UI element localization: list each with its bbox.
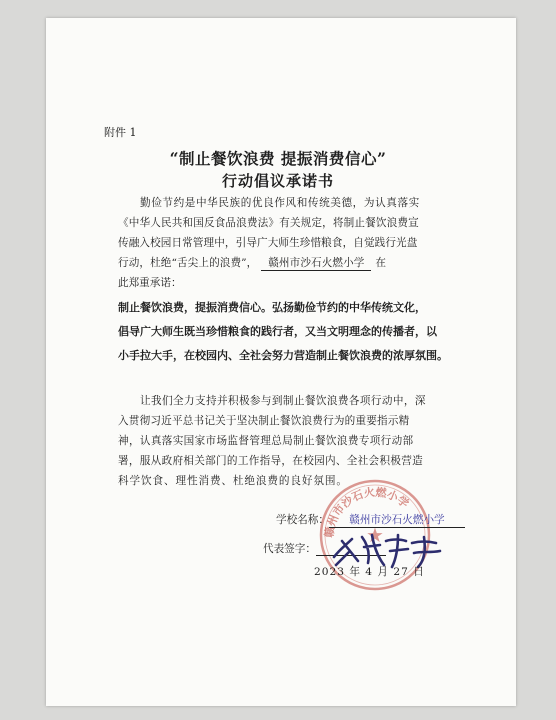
school-name-row	[276, 512, 465, 528]
paragraph-line: 《中华人民共和国反食品浪费法》有关规定，将制止餐饮浪费宣	[118, 217, 419, 229]
line-text: 在	[375, 257, 387, 269]
representative-label: 代表签字：	[263, 543, 316, 555]
document-subtitle: 行动倡议承诺书	[221, 172, 334, 190]
paragraph-line: 制止餐饮浪费，提振消费信心。弘扬勤俭节约的中华传统文化，	[118, 301, 426, 314]
signing-date: 2023 年 4 月 27 日	[314, 566, 425, 578]
paragraph-line: 科学饮食、理性消费、杜绝浪费的良好氛围。	[118, 475, 348, 487]
intro-paragraph	[118, 193, 464, 293]
paragraph-line: 入贯彻习近平总书记关于坚决制止餐饮浪费行为的重要指示精	[118, 415, 410, 427]
school-name-label: 学校名称：	[276, 514, 329, 526]
school-name-fill: 赣州市沙石火燃小学	[261, 256, 371, 271]
paragraph-line	[118, 253, 464, 273]
paragraph-line: 倡导广大师生既当珍惜粮食的践行者，又当文明理念的传播者，以	[118, 325, 437, 338]
document-title: “制止餐饮浪费 提振消费信心”	[169, 149, 387, 168]
paragraph-line: 小手拉大手，在校园内、全社会努力营造制止餐饮浪费的浓厚氛围。	[118, 349, 448, 362]
paragraph-line: 署，服从政府相关部门的工作指导，在校园内、全社会积极营造	[118, 455, 424, 467]
paragraph-line: 此郑重承诺：	[118, 277, 182, 289]
line-text: 行动，杜绝“舌尖上的浪费”，	[118, 257, 258, 269]
svg-text:★: ★	[366, 523, 384, 547]
svg-text:赣州市沙石火燃小学: 赣州市沙石火燃小学	[322, 485, 412, 539]
paragraph-line: 让我们全力支持并积极参与到制止餐饮浪费各项行动中，深	[140, 395, 426, 407]
pledge-paragraph	[118, 296, 464, 368]
attachment-label: 附件 1	[104, 126, 137, 139]
paragraph-line: 神，认真落实国家市场监督管理总局制止餐饮浪费专项行动部	[118, 435, 414, 447]
school-name-value: 赣州市沙石火燃小学	[329, 513, 465, 528]
paragraph-line: 传融入校园日常管理中，引导广大师生珍惜粮食，自觉践行光盘	[118, 237, 418, 249]
paragraph-line: 勤俭节约是中华民族的优良作风和传统美德，为认真落实	[140, 197, 420, 209]
